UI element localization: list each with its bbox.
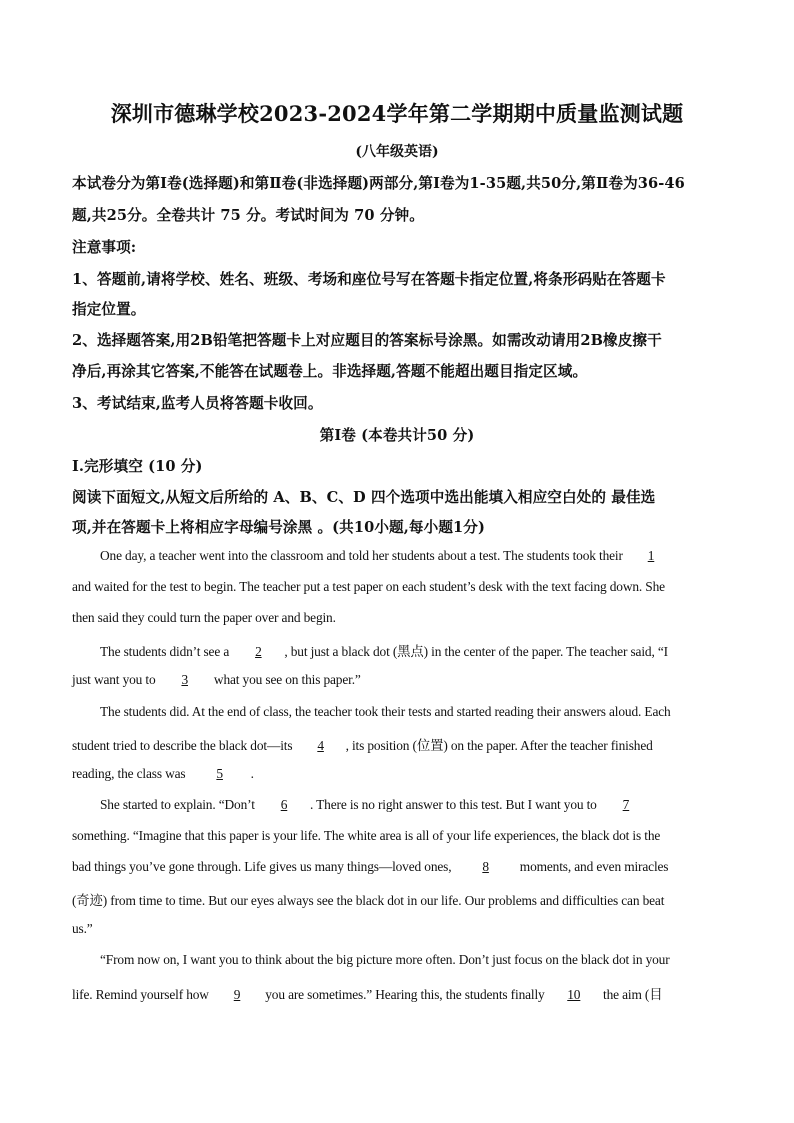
instruction-line-2: 项,并在答题卡上将相应字母编号涂黑 。(共10小题,每小题1分)	[72, 519, 485, 536]
intro-line-1: 本试卷分为第Ⅰ卷(选择题)和第Ⅱ卷(非选择题)两部分,第Ⅰ卷为1-35题,共50分,第Ⅱ卷为36-46	[72, 175, 685, 192]
passage-text: you are sometimes.” Hearing this, the students finally	[262, 987, 548, 1002]
passage-line	[72, 859, 668, 875]
passage-line	[72, 672, 361, 688]
passage-line: then said they could turn the paper over and begin.	[72, 610, 336, 625]
passage-line	[72, 735, 653, 754]
passage-line: us.”	[72, 921, 93, 936]
notes-heading: 注意事项:	[72, 239, 137, 256]
section-title-cloze: I.完形填空 (10 分)	[72, 458, 203, 475]
passage-line: (奇迹) from time to time. But our eyes always see the black dot in our life. Our problems and difficulties can beat	[72, 893, 665, 908]
blank-6: 6	[280, 797, 288, 812]
passage-line	[72, 766, 254, 782]
passage-line: The students did. At the end of class, the teacher took their tests and started reading their answers aloud. Each	[100, 704, 671, 719]
passage-line	[100, 641, 668, 660]
passage-text: , but just a black dot (黑点) in the center of the paper. The teacher said, “I	[284, 644, 668, 659]
passage-text: moments, and even miracles	[516, 859, 669, 874]
passage-line	[100, 548, 676, 564]
notes-item-2-line-1: 2、选择题答案,用2B铅笔把答题卡上对应题目的答案标号涂黑。如需改动请用2B橡皮擦干	[72, 332, 662, 349]
page-title: 深圳市德琳学校2023-2024学年第二学期期中质量监测试题	[110, 101, 684, 126]
intro-line-2: 题,共25分。全卷共计 75 分。考试时间为 70 分钟。	[72, 207, 424, 224]
notes-item-2-line-2: 净后,再涂其它答案,不能答在试题卷上。非选择题,答题不能超出题目指定区域。	[72, 363, 588, 380]
passage-text: .	[250, 766, 254, 781]
blank-8: 8	[482, 859, 489, 874]
blank-9: 9	[233, 987, 241, 1002]
blank-7: 7	[622, 797, 630, 812]
passage-text: the aim (目	[599, 987, 663, 1002]
blank-3: 3	[181, 672, 188, 687]
passage-text: , its position (位置) on the paper. After the teacher finished	[345, 738, 653, 753]
passage-text: She started to explain. “Don’t	[100, 797, 258, 812]
passage-text: reading, the class was	[72, 766, 189, 781]
blank-5: 5	[216, 766, 223, 781]
passage-text: what you see on this paper.”	[210, 672, 361, 687]
passage-line: something. “Imagine that this paper is your life. The white area is all of your life experiences, the black dot is the	[72, 828, 661, 843]
part-one-heading: 第Ⅰ卷 (本卷共计50 分)	[319, 427, 475, 444]
page-subtitle: (八年级英语)	[355, 144, 439, 160]
blank-10: 10	[567, 987, 581, 1002]
passage-text: bad things you’ve gone through. Life gives us many things—loved ones,	[72, 859, 455, 874]
blank-4: 4	[317, 738, 324, 753]
blank-2: 2	[255, 644, 262, 659]
instruction-line-1: 阅读下面短文,从短文后所给的 A、B、C、D 四个选项中选出能填入相应空白处的 最佳选	[72, 489, 656, 506]
passage-text: The students didn’t see a	[100, 644, 233, 659]
passage-text: life. Remind yourself how	[72, 987, 213, 1002]
passage-text: just want you to	[72, 672, 159, 687]
passage-text: student tried to describe the black dot—its	[72, 738, 296, 753]
passage-line: and waited for the test to begin. The teacher put a test paper on each student’s desk with the text facing down. She	[72, 579, 665, 594]
passage-line	[100, 797, 652, 813]
notes-item-1-line-1: 1、答题前,请将学校、姓名、班级、考场和座位号写在答题卡指定位置,将条形码贴在答题卡	[72, 271, 666, 288]
passage-line: “From now on, I want you to think about the big picture more often. Don’t just focus on the black dot in your	[100, 952, 670, 967]
passage-text: . There is no right answer to this test. But I want you to	[310, 797, 600, 812]
notes-item-3: 3、考试结束,监考人员将答题卡收回。	[72, 395, 323, 412]
passage-text: One day, a teacher went into the classroom and told her students about a test. The students took their	[100, 548, 626, 563]
blank-1: 1	[647, 548, 655, 563]
passage-line	[72, 984, 662, 1003]
notes-item-1-line-2: 指定位置。	[72, 301, 146, 318]
